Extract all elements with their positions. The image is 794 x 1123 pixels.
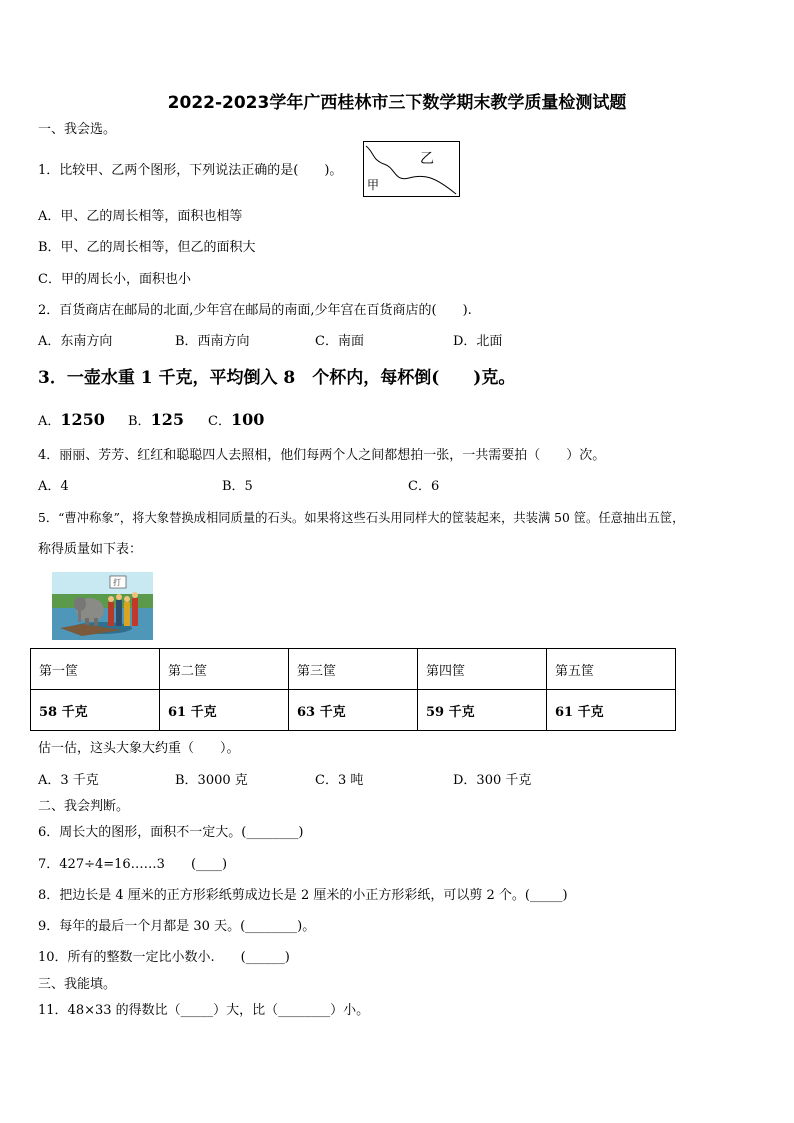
- table-cell: 63 千克: [289, 690, 418, 731]
- shape-label-yi: 乙: [420, 151, 434, 167]
- q4-option-b: B．5: [222, 479, 253, 494]
- table-header-cell: 第五筐: [547, 649, 676, 690]
- question-9: 9．每年的最后一个月都是 30 天。(________)。: [38, 919, 316, 934]
- q5-option-c: C．3 吨: [315, 773, 364, 788]
- q2-option-a: A．东南方向: [38, 334, 113, 349]
- q2-option-b: B．西南方向: [175, 334, 250, 349]
- q1-option-a: A．甲、乙的周长相等，面积也相等: [38, 209, 243, 224]
- question-7: 7．427÷4=16……3 (____): [38, 857, 228, 872]
- weights-table: [30, 648, 676, 731]
- q2-option-d: D．北面: [453, 334, 503, 349]
- q5-option-a: A．3 千克: [38, 773, 99, 788]
- table-header-cell: 第三筐: [289, 649, 418, 690]
- question-11: 11．48×33 的得数比（_____）大，比（________）小。: [38, 1003, 370, 1018]
- shape-figure: [363, 141, 460, 197]
- option-value: 125: [150, 410, 184, 429]
- question-5-cont: 称得质量如下表：: [38, 542, 143, 557]
- table-header-cell: 第二筐: [160, 649, 289, 690]
- option-letter: A．: [38, 414, 61, 429]
- q3-option-b: [128, 410, 184, 430]
- option-value: 1250: [60, 410, 105, 429]
- section-heading: 一、我会选。: [38, 122, 117, 137]
- q5-option-b: B．3000 克: [175, 773, 248, 788]
- q3-option-c: [208, 410, 264, 430]
- option-letter: C．: [208, 414, 231, 429]
- q4-option-a: A．4: [38, 479, 69, 494]
- elephant-illustration: [52, 572, 153, 640]
- question-3: 3．一壶水重 1 千克，平均倒入 8 个杯内，每杯倒( )克。: [38, 368, 516, 388]
- table-header-cell: 第一筐: [31, 649, 160, 690]
- shape-label-jia: 甲: [367, 178, 380, 192]
- section-heading: 二、我会判断。: [38, 799, 130, 814]
- q1-option-b: B．甲、乙的周长相等，但乙的面积大: [38, 240, 256, 255]
- picture-sign-text: 打: [113, 578, 121, 587]
- q2-option-c: C．南面: [315, 334, 364, 349]
- q4-option-c: C．6: [408, 479, 440, 494]
- question-2: 2．百货商店在邮局的北面,少年宫在邮局的南面,少年宫在百货商店的( ).: [38, 303, 472, 318]
- option-letter: B．: [128, 414, 151, 429]
- table-row: [31, 690, 676, 731]
- q3-option-a: [38, 410, 105, 430]
- q5-option-d: D．300 千克: [453, 773, 532, 788]
- q1-option-c: C．甲的周长小，面积也小: [38, 272, 191, 287]
- table-header-row: [31, 649, 676, 690]
- question-6: 6．周长大的图形，面积不一定大。(________): [38, 825, 304, 840]
- question-10: 10．所有的整数一定比小数小. (______): [38, 950, 290, 965]
- table-cell: 61 千克: [160, 690, 289, 731]
- question-5-ask: 估一估，这头大象大约重（ ）。: [38, 741, 240, 756]
- question-8: 8．把边长是 4 厘米的正方形彩纸剪成边长是 2 厘米的小正方形彩纸，可以剪 2 个。(_____): [38, 888, 568, 903]
- question-5: 5．“曹冲称象”，将大象替换成相同质量的石头。如果将这些石头用同样大的筐装起来，共装满 50 筐。任意抽出五筐，: [38, 511, 685, 525]
- section-heading: 三、我能填。: [38, 977, 117, 992]
- table-cell: 61 千克: [547, 690, 676, 731]
- question-1: 1．比较甲、乙两个图形，下列说法正确的是( )。: [38, 163, 343, 178]
- option-value: 100: [230, 410, 265, 429]
- page-title: 2022-2023学年广西桂林市三下数学期末教学质量检测试题: [167, 93, 627, 113]
- table-cell: 59 千克: [418, 690, 547, 731]
- question-4: 4．丽丽、芳芳、红红和聪聪四人去照相，他们每两个人之间都想拍一张，一共需要拍（ ）次。: [38, 448, 606, 463]
- table-cell: 58 千克: [31, 690, 160, 731]
- table-header-cell: 第四筐: [418, 649, 547, 690]
